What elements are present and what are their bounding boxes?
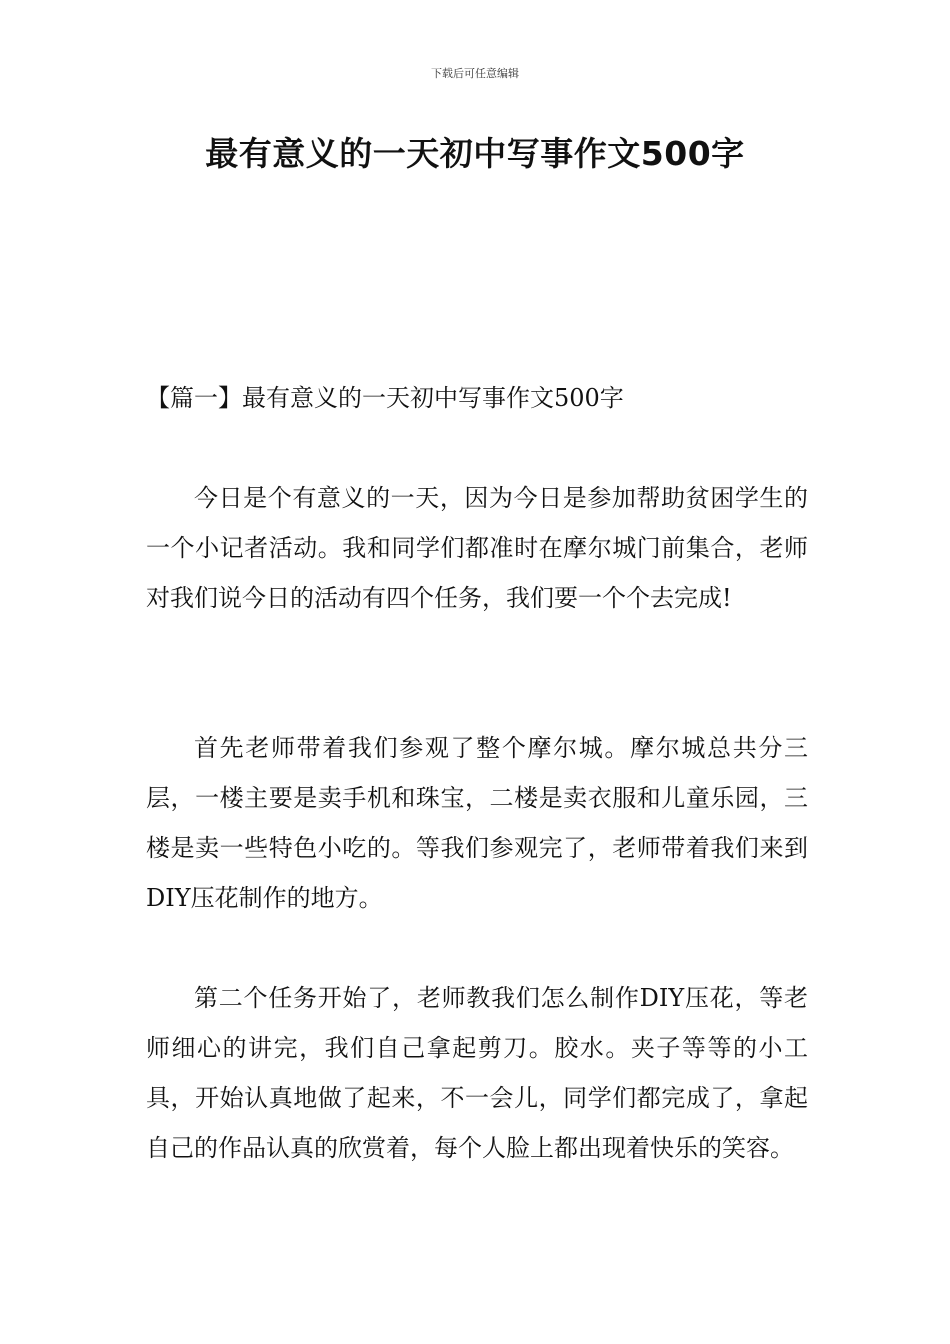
document-title: 最有意义的一天初中写事作文500字 (205, 134, 745, 173)
paragraph: 首先老师带着我们参观了整个摩尔城。摩尔城总共分三层，一楼主要是卖手机和珠宝，二楼是卖衣服和儿童乐园，三楼是卖一些特色小吃的。等我们参观完了，老师带着我们来到DIY压花制作的地方。 (146, 734, 808, 912)
section-heading: 【篇一】最有意义的一天初中写事作文500字 (146, 384, 624, 412)
header-note: 下载后可任意编辑 (431, 67, 519, 80)
paragraph: 第二个任务开始了，老师教我们怎么制作DIY压花，等老师细心的讲完，我们自己拿起剪刀。胶水。夹子等等的小工具，开始认真地做了起来，不一会儿，同学们都完成了，拿起自己的作品认真的欣赏着，每个人脸上都出现着快乐的笑容。 (146, 984, 808, 1162)
paragraph: 今日是个有意义的一天，因为今日是参加帮助贫困学生的一个小记者活动。我和同学们都准时在摩尔城门前集合，老师对我们说今日的活动有四个任务，我们要一个个去完成! (146, 484, 808, 612)
